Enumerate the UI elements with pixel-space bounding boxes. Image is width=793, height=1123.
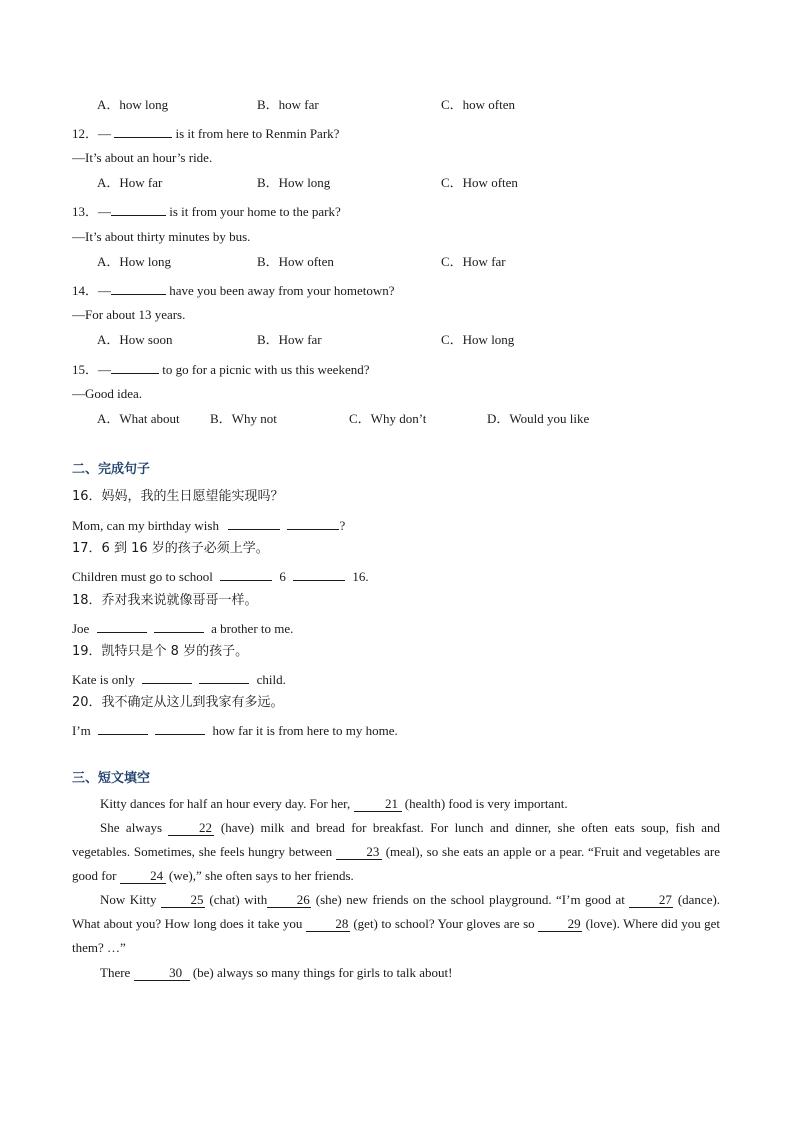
passage-paragraph-3: [72, 888, 720, 960]
blank-24[interactable]: 24: [120, 869, 166, 884]
passage-text: (she) new friends on the school playground. “I’m good at: [315, 892, 625, 907]
q15-number: 15．: [72, 362, 99, 377]
blank-21[interactable]: 21: [354, 797, 402, 812]
q19-blank-2[interactable]: [199, 670, 249, 684]
passage-text: (health) food is very important.: [404, 796, 568, 811]
blank-23[interactable]: 23: [336, 845, 382, 860]
q12-number: 12．: [72, 126, 99, 141]
q18-end: a brother to me.: [211, 621, 294, 636]
q12-dash: —: [98, 126, 112, 141]
blank-29[interactable]: 29: [538, 917, 582, 932]
q19-blank-1[interactable]: [142, 670, 192, 684]
q17-text: Children must go to school: [72, 569, 213, 584]
q14-option-c[interactable]: C．How long: [441, 332, 515, 347]
q16-chinese: 16．妈妈，我的生日愿望能实现吗？: [72, 489, 284, 504]
blank-27[interactable]: 27: [629, 893, 673, 908]
q13-number: 13．: [72, 204, 99, 219]
q19-text: Kate is only: [72, 672, 135, 687]
q12-answer: —It’s about an hour’s ride.: [72, 150, 213, 165]
q16-end: ?: [339, 518, 346, 533]
q15-blank[interactable]: [111, 360, 159, 374]
q16-blank-1[interactable]: [228, 516, 280, 530]
passage-text: She always: [100, 820, 163, 835]
q14-answer: —For about 13 years.: [72, 307, 186, 322]
q16-text: Mom, can my birthday wish: [72, 518, 219, 533]
q14-option-a[interactable]: A．How soon: [97, 332, 173, 347]
passage-text: Now Kitty: [100, 892, 157, 907]
blank-22[interactable]: 22: [168, 821, 214, 836]
q20-chinese: 20．我不确定从这儿到我家有多远。: [72, 695, 284, 710]
passage-text: (chat) with: [209, 892, 268, 907]
passage-text: (dance). What about you? How long does it take you: [72, 892, 721, 931]
q13-answer: —It’s about thirty minutes by bus.: [72, 229, 251, 244]
q19-chinese: 19．凯特只是个 8 岁的孩子。: [72, 644, 249, 659]
q19-end: child.: [256, 672, 286, 687]
q17-blank-1[interactable]: [220, 567, 272, 581]
q12-text: is it from here to Renmin Park?: [175, 126, 340, 141]
passage-text: (be) always so many things for girls to talk about!: [192, 965, 453, 980]
q11-option-a[interactable]: A．how long: [97, 97, 169, 112]
section-2-heading: 二、完成句子: [72, 462, 151, 477]
q15-question: [72, 360, 370, 378]
passage-text: Kitty dances for half an hour every day. For her,: [100, 796, 351, 811]
blank-25[interactable]: 25: [161, 893, 205, 908]
q12-option-a[interactable]: A．How far: [97, 175, 163, 190]
q15-option-c[interactable]: C．Why don’t: [349, 411, 427, 426]
q13-question: [72, 202, 341, 220]
q12-question: [72, 124, 339, 142]
q17-mid: 6: [279, 569, 286, 584]
q14-number: 14．: [72, 283, 99, 298]
q17-english: [72, 567, 369, 585]
q18-blank-1[interactable]: [97, 619, 147, 633]
q15-option-d[interactable]: D．Would you like: [487, 411, 590, 426]
q13-dash: —: [98, 204, 112, 219]
passage-text: There: [100, 965, 131, 980]
q17-end: 16.: [352, 569, 369, 584]
q18-text: Joe: [72, 621, 90, 636]
blank-30[interactable]: 30: [134, 966, 190, 981]
q14-blank[interactable]: [111, 281, 166, 295]
q17-blank-2[interactable]: [293, 567, 345, 581]
q14-question: [72, 281, 395, 299]
q12-blank[interactable]: [114, 124, 172, 138]
q11-option-b[interactable]: B．how far: [257, 97, 319, 112]
passage-paragraph-4: [72, 961, 720, 985]
q15-text: to go for a picnic with us this weekend?: [162, 362, 370, 377]
passage-paragraph-2: [72, 816, 720, 888]
q12-option-b[interactable]: B．How long: [257, 175, 331, 190]
q14-dash: —: [98, 283, 112, 298]
q14-text: have you been away from your hometown?: [169, 283, 395, 298]
q15-answer: —Good idea.: [72, 386, 143, 401]
q13-option-a[interactable]: A．How long: [97, 254, 172, 269]
passage-text: (get) to school? Your gloves are so: [353, 916, 535, 931]
q20-blank-2[interactable]: [155, 721, 205, 735]
q11-option-c[interactable]: C．how often: [441, 97, 516, 112]
q15-dash: —: [98, 362, 112, 377]
passage-text: (we),” she often says to her friends.: [168, 868, 354, 883]
q17-chinese: 17．6 到 16 岁的孩子必须上学。: [72, 541, 269, 556]
q13-option-b[interactable]: B．How often: [257, 254, 334, 269]
q18-chinese: 18．乔对我来说就像哥哥一样。: [72, 593, 258, 608]
q13-text: is it from your home to the park?: [169, 204, 341, 219]
q18-blank-2[interactable]: [154, 619, 204, 633]
q13-blank[interactable]: [111, 202, 166, 216]
q20-english: [72, 721, 398, 739]
q12-option-c[interactable]: C．How often: [441, 175, 518, 190]
q15-option-a[interactable]: A．What about: [97, 411, 180, 426]
q15-option-b[interactable]: B．Why not: [210, 411, 277, 426]
blank-28[interactable]: 28: [306, 917, 350, 932]
q16-english: [72, 516, 345, 534]
q20-text: I’m: [72, 723, 91, 738]
q19-english: [72, 670, 286, 688]
passage-text: (have) milk and bread for breakfast. For lunch and dinner, she often eats soup, fish and vegetables. Sometimes, she feels hungry between: [72, 820, 721, 859]
q13-option-c[interactable]: C．How far: [441, 254, 506, 269]
blank-26[interactable]: 26: [267, 893, 311, 908]
q20-blank-1[interactable]: [98, 721, 148, 735]
passage-paragraph-1: [72, 792, 720, 816]
passage-text: (meal), so she eats an apple or a pear. “Fruit and vegetables are good for: [72, 844, 721, 883]
q16-blank-2[interactable]: [287, 516, 339, 530]
passage-text: (love). Where did you get them? …”: [72, 916, 721, 955]
q20-end: how far it is from here to my home.: [212, 723, 398, 738]
q14-option-b[interactable]: B．How far: [257, 332, 322, 347]
q18-english: [72, 619, 293, 637]
section-3-heading: 三、短文填空: [72, 771, 151, 786]
